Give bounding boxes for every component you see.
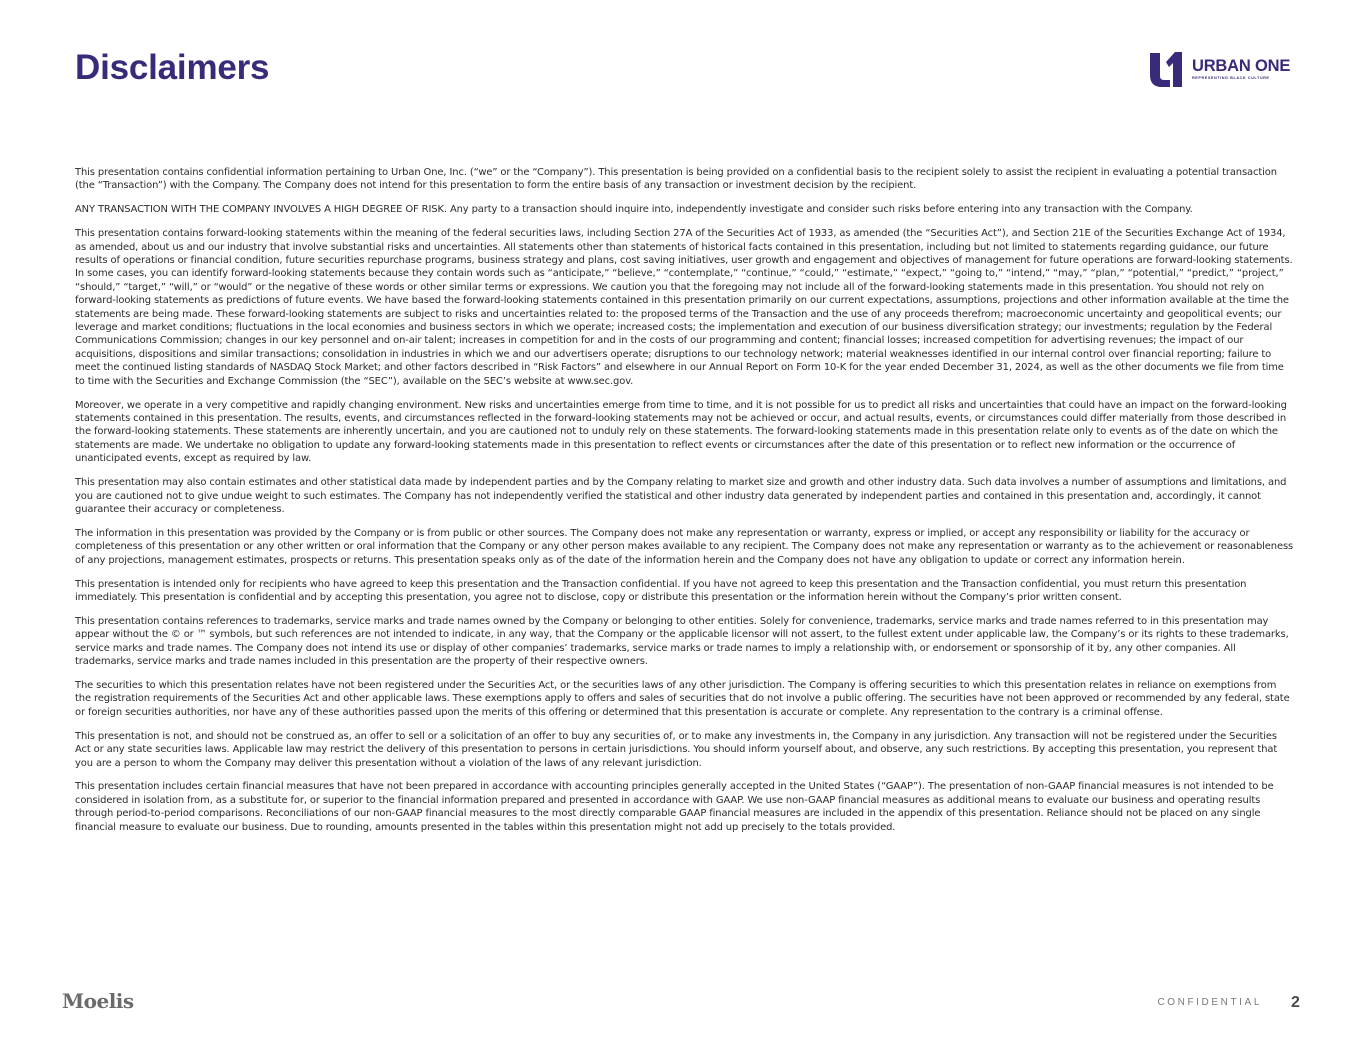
disclaimer-paragraph: This presentation contains references to trademarks, service marks and trade names owned by the Company or belonging to other entities. Solely for convenience, trademarks, service marks and trade names referred to in this presentation may appear without the © or ™ symbols, but such references are not intended to indicate, in any way, that the Company or the applicable licensor will not assert, to the fullest extent under applicable law, the Company’s or its rights to these trademarks, service marks and trade names. The Company does not intend its use or display of other companies’ trademarks, service marks or trade names to imply a relationship with, or endorsement or sponsorship of it by, any other companies. All trademarks, service marks and trade names included in this presentation are the property of their respective owners. <box>75 615 1289 668</box>
page-title: Disclaimers <box>75 48 270 87</box>
disclaimer-paragraph: The information in this presentation was provided by the Company or is from public or other sources. The Company does not make any representation or warranty, express or implied, or accept any responsibility or liability for the accuracy or completeness of this presentation or any other written or oral information that the Company or any other person makes available to any recipient. The Company does not make any representation or warranty as to the achievement or reasonableness of any projections, management estimates, prospects or returns. This presentation speaks only as of the date of the information herein and the Company does not have any obligation to update or correct any information herein. <box>75 527 1294 566</box>
disclaimer-body <box>75 166 1295 845</box>
disclaimer-paragraph: Moreover, we operate in a very competitive and rapidly changing environment. New risks and uncertainties emerge from time to time, and it is not possible for us to predict all risks and uncertainties that could have an impact on the forward-looking statements contained in this presentation. The results, events, and circumstances reflected in the forward-looking statements may not be achieved or occur, and actual results, events, or circumstances could differ materially from those described in the forward-looking statements. These statements are inherently uncertain, and you are cautioned not to unduly rely on these statements. The forward-looking statements made in this presentation relate only to events as of the date on which the statements are made. We undertake no obligation to update any forward-looking statements made in this presentation to reflect events or circumstances after the date of this presentation or to reflect new information or the occurrence of unanticipated events, except as required by law. <box>75 399 1287 465</box>
urban-one-logo <box>1148 48 1308 90</box>
logo-name: URBAN ONE <box>1192 56 1291 75</box>
moelis-logo: Moelis <box>62 989 134 1013</box>
disclaimer-paragraph: This presentation is intended only for recipients who have agreed to keep this presentation and the Transaction confidential. If you have not agreed to keep this presentation and the Transaction confidential, you must return this presentation immediately. This presentation is confidential and by accepting this presentation, you agree not to disclose, copy or distribute this presentation or the information herein without the Company’s prior written consent. <box>75 578 1247 603</box>
logo-text <box>1192 58 1290 81</box>
disclaimer-paragraph: The securities to which this presentation relates have not been registered under the Securities Act, or the securities laws of any other jurisdiction. The Company is offering securities to which this presentation relates in reliance on exemptions from the registration requirements of the Securities Act and other applicable laws. These exemptions apply to offers and sales of securities that do not involve a public offering. The securities have not been approved or recommended by any federal, state or foreign securities authorities, nor have any of these authorities passed upon the merits of this offering or determined that this presentation is accurate or complete. Any representation to the contrary is a criminal offense. <box>75 680 1290 718</box>
logo-tagline: REPRESENTING BLACK CULTURE <box>1192 75 1270 80</box>
disclaimer-paragraph: This presentation is not, and should not be construed as, an offer to sell or a solicitation of an offer to buy any securities of, or to make any investments in, the Company in any jurisdiction. Any transaction will not be registered under the Securities Act or any state securities laws. Applicable law may restrict the delivery of this presentation to persons in certain jurisdictions. You should inform yourself about, and observe, any such restrictions. By accepting this presentation, you represent that you are a person to whom the Company may deliver this presentation without a violation of the laws of any relevant jurisdiction. <box>75 730 1278 769</box>
disclaimer-paragraph: This presentation includes certain financial measures that have not been prepared in accordance with accounting principles generally accepted in the United States (“GAAP”). The presentation of non-GAAP financial measures is not intended to be considered in isolation from, as a substitute for, or superior to the financial information prepared and presented in accordance with GAAP. We use non-GAAP financial measures as additional means to evaluate our business and operating results through period-to-period comparisons. Reconciliations of our non-GAAP financial measures to the most directly comparable GAAP financial measures are included in the appendix of this presentation. Reliance should not be placed on any single financial measure to evaluate our business. Due to rounding, amounts presented in the tables within this presentation might not add up precisely to the totals provided. <box>75 781 1274 833</box>
confidential-label: CONFIDENTIAL <box>1157 997 1262 1008</box>
disclaimer-paragraph: ANY TRANSACTION WITH THE COMPANY INVOLVES A HIGH DEGREE OF RISK. Any party to a transaction should inquire into, independently investigate and consider such risks before entering into any transaction with the Company. <box>75 204 1193 216</box>
urban-one-u1-logo-icon <box>1148 49 1188 89</box>
disclaimer-paragraph: This presentation contains forward-looking statements within the meaning of the federal securities laws, including Section 27A of the Securities Act of 1933, as amended (the “Securities Act”), and Section 21E of the Securities Exchange Act of 1934, as amended, about us and our industry that involve substantial risks and uncertainties. All statements other than statements of historical facts contained in this presentation, including but not limited to statements regarding guidance, our future results of operations or financial condition, future securities repurchase programs, business strategy and plans, cost saving initiatives, user growth and engagement and objectives of management for future operations are forward-looking statements. In some cases, you can identify forward-looking statements because they contain words such as “anticipate,” “believe,” “contemplate,” “continue,” “could,” “estimate,” “expect,” “going to,” “intend,” “may,” “plan,” “potential,” “predict,” “project,” “should,” “target,” “will,” or “would” or the negative of these words or other similar terms or expressions. We caution you that the foregoing may not include all of the forward-looking statements made in this presentation. You should not rely on forward-looking statements as predictions of future events. We have based the forward-looking statements contained in this presentation primarily on our current expectations, assumptions, projections and other information available at the time the statements are being made. These forward-looking statements are subject to risks and uncertainties related to: the proposed terms of the Transaction and the use of any proceeds therefrom; macroeconomic uncertainty and geopolitical events; our leverage and market conditions; fluctuations in the local economies and business sectors in which we operate; increased costs; the implementation and execution of our business diversification strategy; our investments; regulation by the Federal Communications Commission; changes in our key personnel and on-air talent; increases in competition for and in the costs of our programming and content; financial losses; increased competition for advertising revenues; the impact of our acquisitions, dispositions and similar transactions; consolidation in industries in which we and our advertisers operate; disruptions to our technology network; material weaknesses identified in our internal control over financial reporting; failure to meet the continued listing standards of NASDAQ Stock Market; and other factors described in “Risk Factors” and elsewhere in our Annual Report on Form 10-K for the year ended December 31, 2024, as well as the other documents we file from time to time with the Securities and Exchange Commission (the “SEC”), available on the SEC’s website at www.sec.gov. <box>75 228 1293 387</box>
disclaimer-paragraph: This presentation may also contain estimates and other statistical data made by independent parties and by the Company relating to market size and growth and other industry data. Such data involves a number of assumptions and limitations, and you are cautioned not to give undue weight to such estimates. The Company has not independently verified the statistical and other industry data generated by independent parties and contained in this presentation and, accordingly, it cannot guarantee their accuracy or completeness. <box>75 477 1287 515</box>
disclaimer-paragraph: This presentation contains confidential information pertaining to Urban One, Inc. (“we” or the “Company”). This presentation is being provided on a confidential basis to the recipient solely to assist the recipient in evaluating a potential transaction (the “Transaction”) with the Company. The Company does not intend for this presentation to form the entire basis of any transaction or investment decision by the recipient. <box>75 167 1277 192</box>
page-number: 2 <box>1291 994 1300 1011</box>
